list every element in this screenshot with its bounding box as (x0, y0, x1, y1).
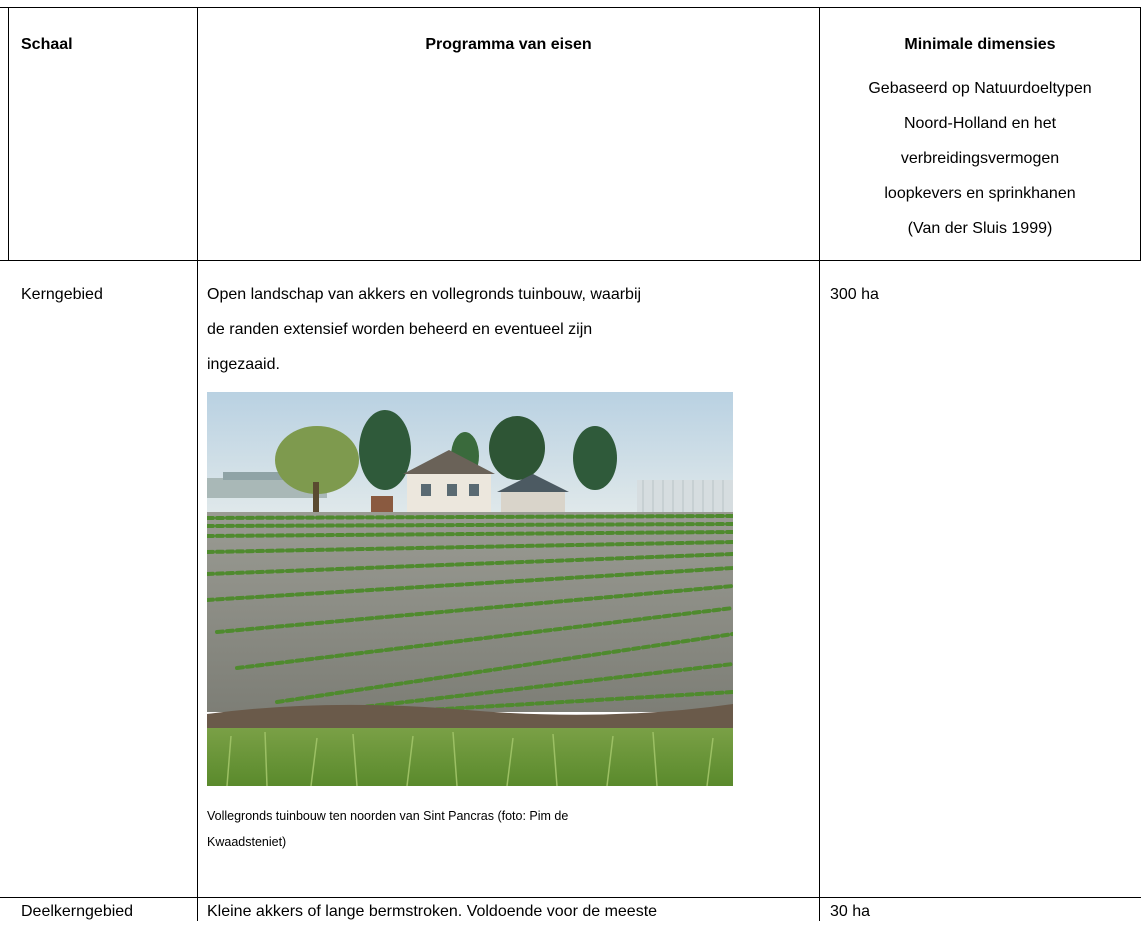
field-photo (207, 392, 733, 786)
program-text-line: de randen extensief worden beheerd en eventueel zijn (207, 321, 593, 338)
header-bottom-border (0, 260, 1141, 261)
program-text-line: Open landschap van akkers en vollegronds tuinbouw, waarbij (207, 286, 642, 303)
column-divider-1 (197, 7, 198, 921)
dimensions-note-line: loopkevers en sprinkhanen (884, 185, 1076, 202)
header-program: Programma van eisen (425, 36, 592, 53)
row-dimension-kerngebied: 300 ha (830, 286, 879, 303)
dimensions-note-line: Gebaseerd op Natuurdoeltypen (868, 80, 1092, 97)
row-scale-kerngebied: Kerngebied (21, 286, 103, 303)
table-top-border (0, 7, 1141, 8)
header-dimensions: Minimale dimensies (904, 36, 1056, 53)
dimensions-note-line: (Van der Sluis 1999) (907, 220, 1053, 237)
program-text-line: ingezaaid. (207, 356, 280, 373)
photo-caption-line: Vollegronds tuinbouw ten noorden van Sint Pancras (foto: Pim de (207, 809, 569, 823)
table-left-border (8, 7, 9, 261)
dimensions-note-line: Noord-Holland en het (903, 115, 1057, 132)
program-text-line: Kleine akkers of lange bermstroken. Voldoende voor de meeste (207, 903, 658, 920)
row-dimension-deelkerngebied: 30 ha (830, 903, 871, 920)
header-scale: Schaal (21, 36, 73, 53)
photo-caption-line: Kwaadsteniet) (207, 835, 287, 849)
row-scale-deelkerngebied: Deelkerngebied (21, 903, 134, 920)
dimensions-note-line: verbreidingsvermogen (900, 150, 1060, 167)
